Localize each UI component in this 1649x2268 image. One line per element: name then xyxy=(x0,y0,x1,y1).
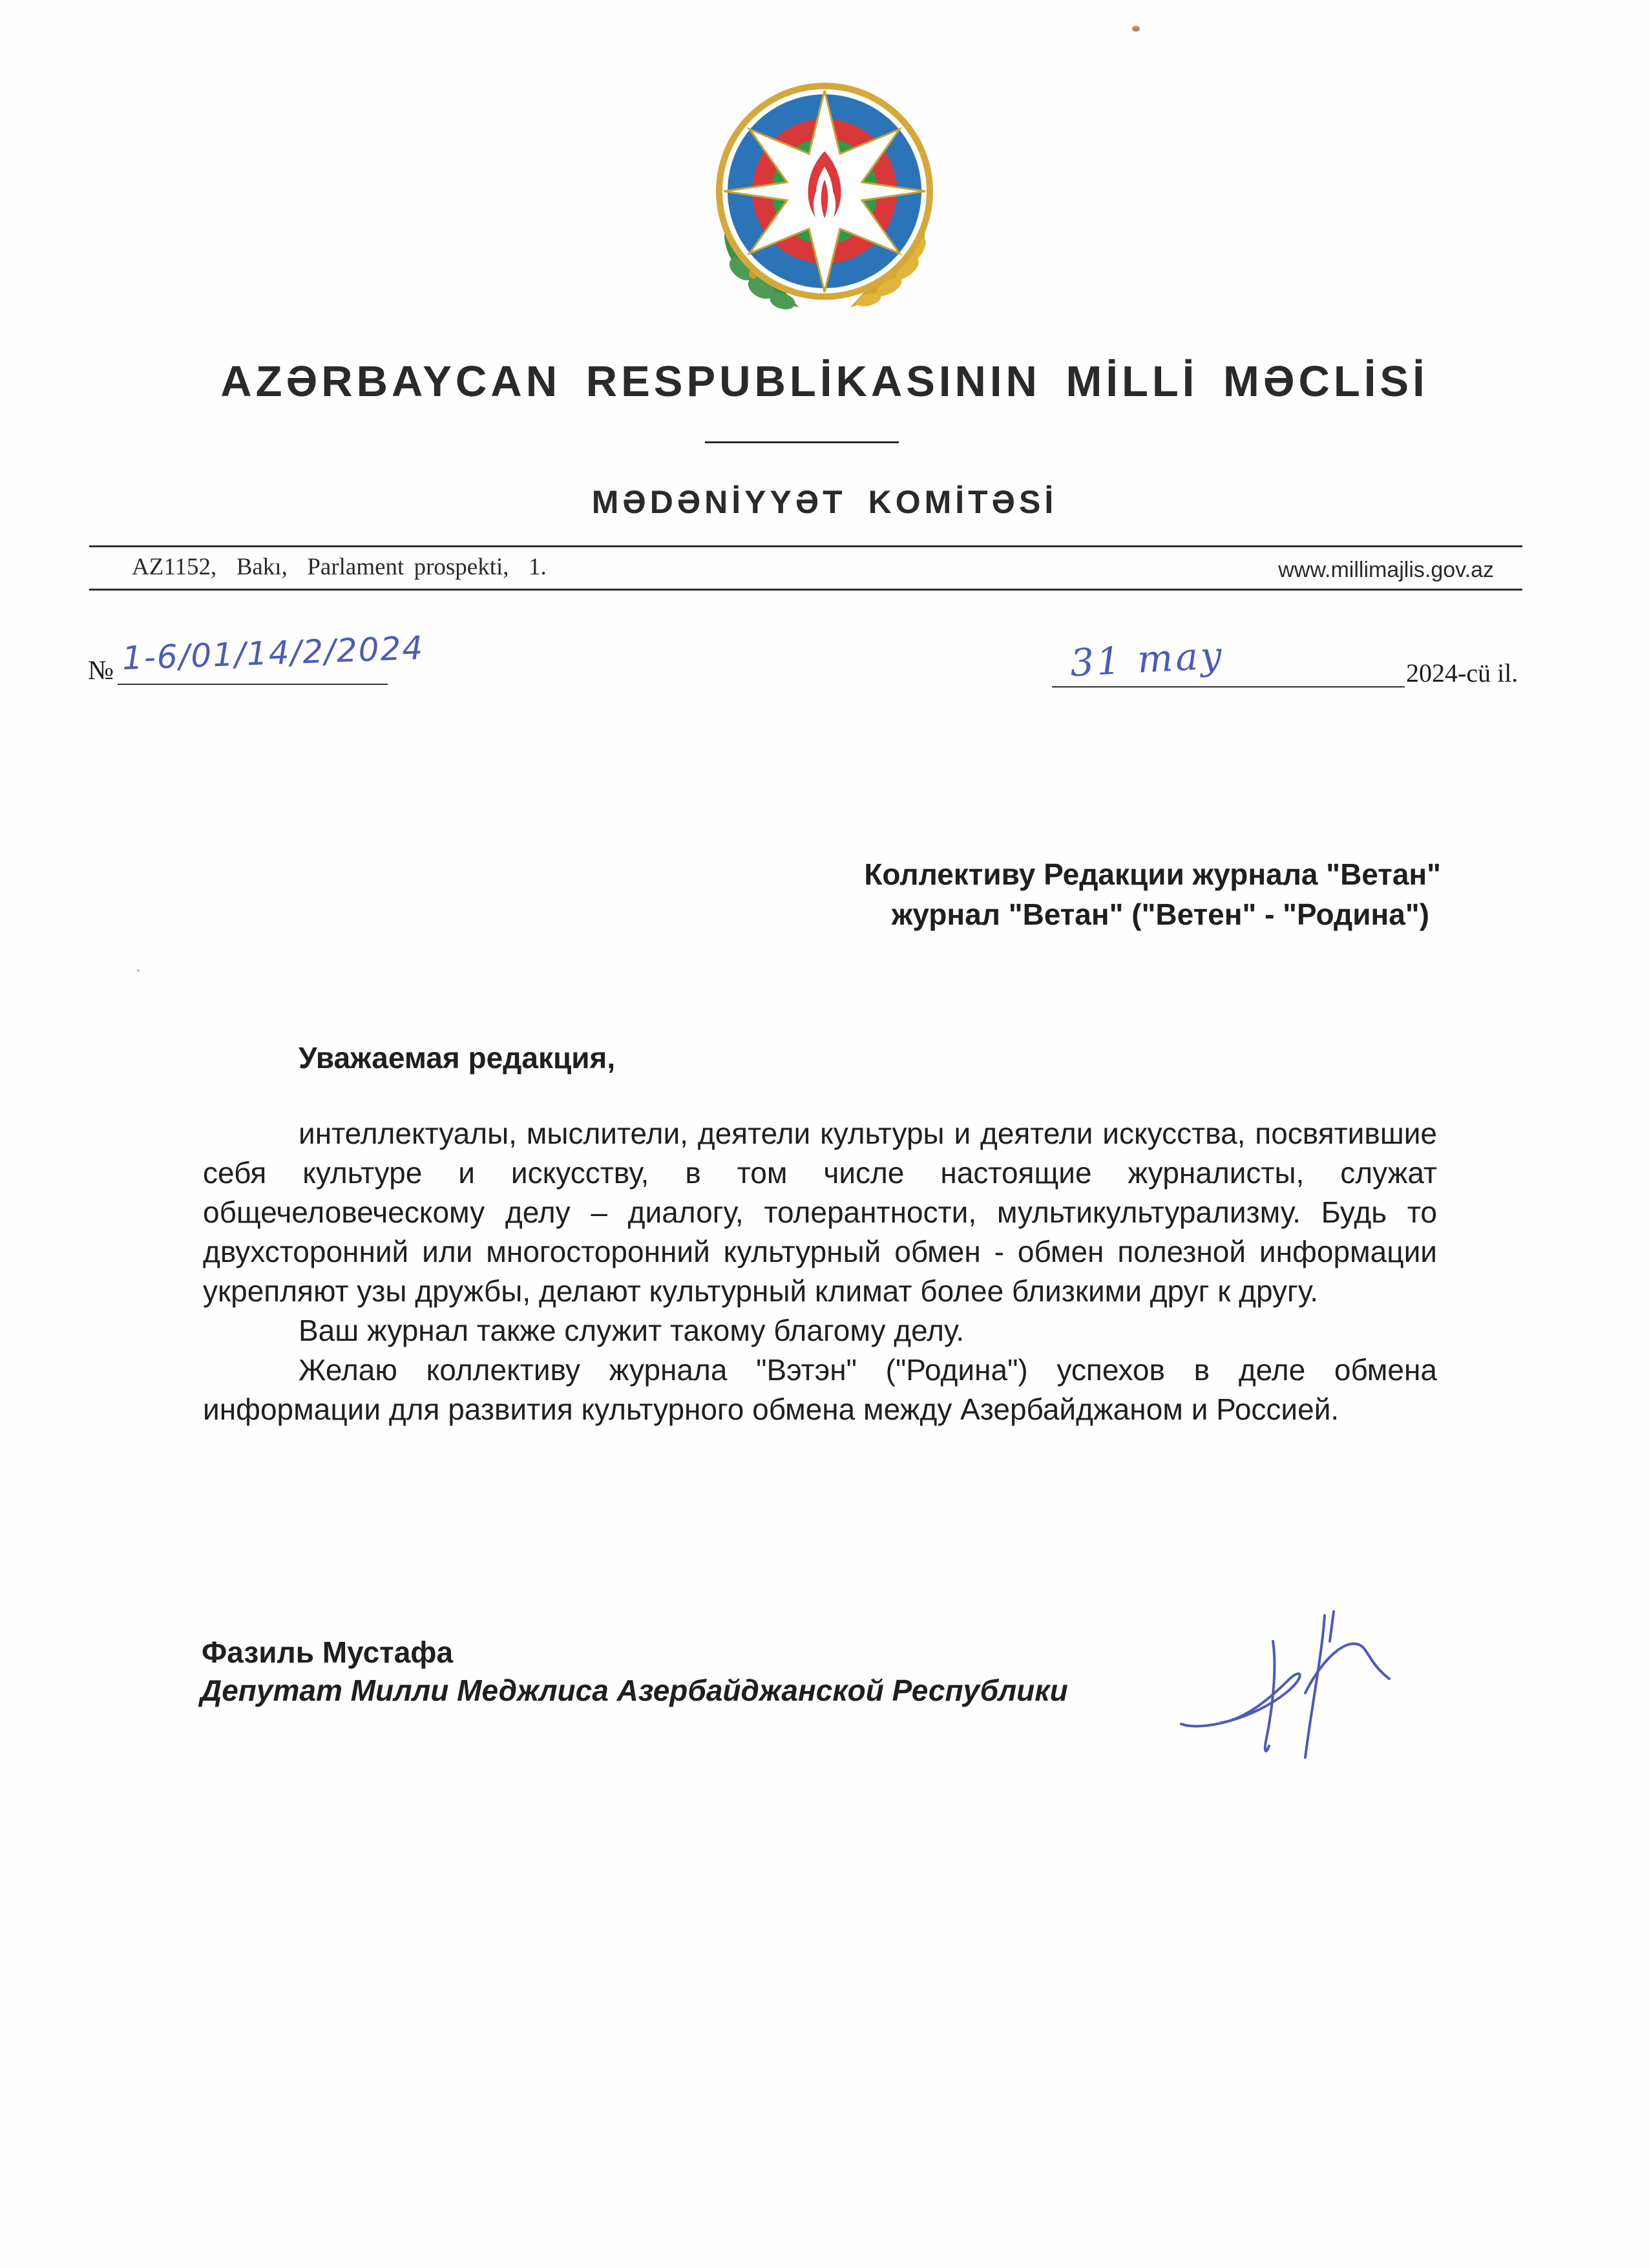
paper-speck xyxy=(1132,26,1140,32)
registration-number-handwritten: 1-6/01/14/2/2024 xyxy=(121,629,425,677)
date-handwritten: 31 may xyxy=(1069,633,1226,686)
postal-address: AZ1152, Bakı, Parlament prospekti, 1. xyxy=(132,554,547,580)
recipient-line-1: Коллективу Редакции журнала "Ветан" xyxy=(864,857,1441,891)
paper-speck xyxy=(137,969,140,972)
title-divider xyxy=(705,441,899,443)
signer-name: Фазиль Мустафа xyxy=(202,1635,454,1669)
address-band-top-rule xyxy=(89,545,1522,547)
body-paragraph: интеллектуалы, мыслители, деятели культуры и деятели искусства, посвятившие себя культуре и искусству, в том числе настоящие журналисты, служат общечеловеческому делу – диалогу, толерантности, мультикультурализму. Будь то двухсторонний или многосторонний культурный обмен - обмен полезной информации укрепляют узы дружбы, делают культурный климат более близкими друг к другу. xyxy=(203,1117,1437,1308)
salutation: Уважаемая редакция, xyxy=(299,1041,616,1075)
state-emblem-icon xyxy=(702,75,947,322)
recipient-block xyxy=(864,854,1441,934)
body-paragraph: Желаю коллективу журнала "Вэтэн" ("Родина") успехов в деле обмена информации для развития культурного обмена между Азербайджаном и Россией. xyxy=(203,1353,1437,1426)
signer-title: Депутат Милли Меджлиса Азербайджанской Республики xyxy=(200,1674,1068,1707)
website-url: www.millimajlis.gov.az xyxy=(1278,558,1494,582)
date-underline xyxy=(1052,686,1405,688)
committee-name: MƏDƏNİYYƏT KOMİTƏSİ xyxy=(591,484,1058,520)
handwritten-signature xyxy=(1176,1596,1422,1770)
recipient-line-2: журнал "Ветан" ("Ветен" - "Родина") xyxy=(891,898,1429,931)
letter-body xyxy=(203,1114,1437,1429)
body-paragraph: Ваш журнал также служит такому благому делу. xyxy=(299,1314,965,1347)
registration-number-label: № xyxy=(88,656,114,686)
address-band-bottom-rule xyxy=(89,589,1522,591)
year-label: 2024-cü il. xyxy=(1406,658,1518,688)
registration-number-underline xyxy=(118,684,388,685)
organization-title: AZƏRBAYCAN RESPUBLİKASININ MİLLİ MƏCLİSİ xyxy=(220,357,1429,406)
